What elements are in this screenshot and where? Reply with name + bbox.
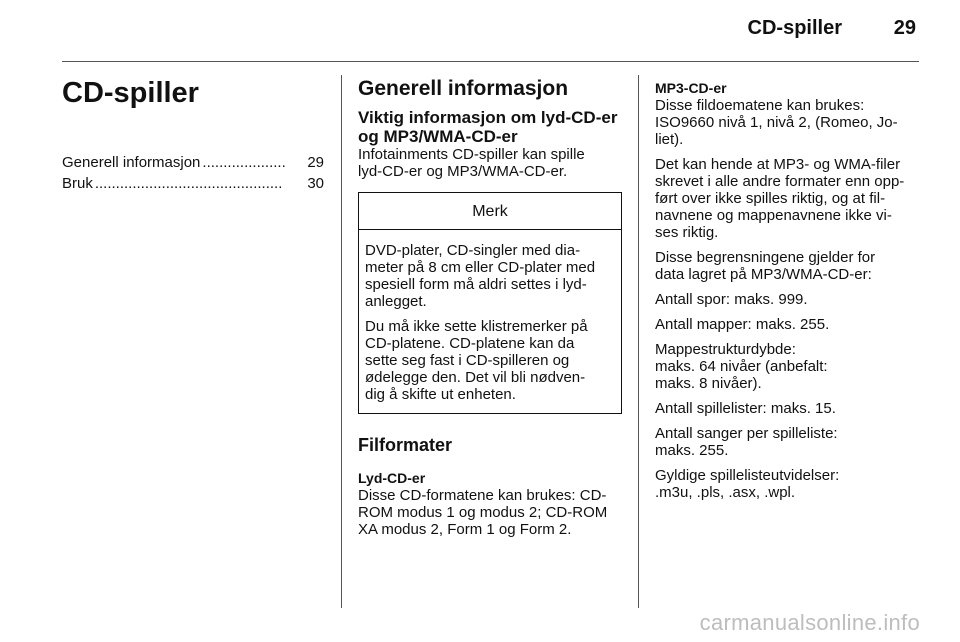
body-paragraph xyxy=(655,291,923,308)
body-line: Antall spor: maks. 999. xyxy=(655,291,808,308)
body-paragraph xyxy=(655,316,923,333)
right-column xyxy=(655,80,923,509)
running-header-title: CD-spiller xyxy=(747,17,842,39)
body-line: ses riktig. xyxy=(655,224,719,241)
body-line: ført over ikke spilles riktig, og at fil- xyxy=(655,190,886,207)
note-body xyxy=(359,230,621,413)
note-title: Merk xyxy=(359,193,621,230)
body-paragraph xyxy=(655,341,923,392)
note-box xyxy=(358,192,622,414)
lyd-cd-heading: Lyd-CD-er xyxy=(358,470,426,486)
body-line: Disse begrensningene gjelder for xyxy=(655,249,876,266)
note-line: dig å skifte ut enheten. xyxy=(365,386,516,403)
note-line: meter på 8 cm eller CD-plater med xyxy=(365,259,596,276)
toc-leader-dots: ............................................. xyxy=(94,175,283,192)
body-paragraph xyxy=(655,156,923,241)
intro-text-line: lyd-CD-er og MP3/WMA-CD-er. xyxy=(358,163,568,180)
watermark-text: carmanualsonline.info xyxy=(699,610,920,635)
body-line: Gyldige spillelisteutvidelser: xyxy=(655,467,840,484)
filformater-heading: Filformater xyxy=(358,435,453,455)
body-line: maks. 64 nivåer (anbefalt: xyxy=(655,358,828,375)
body-line: .m3u, .pls, .asx, .wpl. xyxy=(655,484,796,501)
body-paragraph xyxy=(655,425,923,459)
body-line: Antall mapper: maks. 255. xyxy=(655,316,830,333)
body-line: Antall spillelister: maks. 15. xyxy=(655,400,836,417)
body-line: Disse fildoematene kan brukes: xyxy=(655,97,865,114)
body-line: maks. 255. xyxy=(655,442,729,459)
table-of-contents xyxy=(62,152,324,194)
body-line: Disse CD-formatene kan brukes: CD- xyxy=(358,487,607,504)
lyd-cd-paragraph xyxy=(358,487,626,538)
note-line: sette seg fast i CD-spilleren og xyxy=(365,352,570,369)
body-line: data lagret på MP3/WMA-CD-er: xyxy=(655,266,872,283)
note-line: anlegget. xyxy=(365,293,427,310)
left-column xyxy=(62,76,324,194)
note-line: spesiell form må aldri settes i lyd- xyxy=(365,276,587,293)
body-paragraph xyxy=(655,467,923,501)
body-line: XA modus 2, Form 1 og Form 2. xyxy=(358,521,572,538)
right-column-body xyxy=(655,97,923,501)
toc-entry-label: Generell informasjon xyxy=(62,154,201,171)
body-line: Det kan hende at MP3- og WMA-filer xyxy=(655,156,901,173)
mp3-cd-heading: MP3-CD-er xyxy=(655,80,727,96)
header-divider xyxy=(62,61,919,62)
note-paragraph xyxy=(365,242,615,310)
toc-entry-page: 29 xyxy=(307,154,324,171)
body-line: Antall sanger per spilleliste: xyxy=(655,425,838,442)
note-line: DVD-plater, CD-singler med dia- xyxy=(365,242,581,259)
subsection-title-line: Viktig informasjon om lyd-CD-er xyxy=(358,108,618,127)
subsection-title-line: og MP3/WMA-CD-er xyxy=(358,127,518,146)
body-line: skrevet i alle andre formater enn opp- xyxy=(655,173,905,190)
body-paragraph xyxy=(655,97,923,148)
note-paragraph xyxy=(365,318,615,403)
body-paragraph xyxy=(655,249,923,283)
page-number: 29 xyxy=(893,17,916,39)
toc-entry-page: 30 xyxy=(307,175,324,192)
body-line: Mappestrukturdybde: xyxy=(655,341,796,358)
section-title: Generell informasjon xyxy=(358,77,569,100)
body-line: ISO9660 nivå 1, nivå 2, (Romeo, Jo- xyxy=(655,114,898,131)
body-line: liet). xyxy=(655,131,684,148)
toc-leader-dots: .................... xyxy=(202,154,286,171)
note-line: ødelegge den. Det vil bli nødven- xyxy=(365,369,586,386)
column-divider-2 xyxy=(638,75,639,608)
column-divider-1 xyxy=(341,75,342,608)
intro-text-line: Infotainments CD-spiller kan spille xyxy=(358,146,585,163)
middle-column xyxy=(358,76,626,546)
body-line: ROM modus 1 og modus 2; CD-ROM xyxy=(358,504,608,521)
toc-entry-bruk[interactable] xyxy=(62,173,324,194)
toc-entry-generell-informasjon[interactable] xyxy=(62,152,324,173)
toc-entry-label: Bruk xyxy=(62,175,93,192)
note-line: CD-platene. CD-platene kan da xyxy=(365,335,575,352)
note-line: Du må ikke sette klistremerker på xyxy=(365,318,588,335)
body-line: maks. 8 nivåer). xyxy=(655,375,762,392)
body-line: navnene og mappenavnene ikke vi- xyxy=(655,207,892,224)
chapter-title: CD-spiller xyxy=(62,77,199,109)
body-paragraph xyxy=(655,400,923,417)
